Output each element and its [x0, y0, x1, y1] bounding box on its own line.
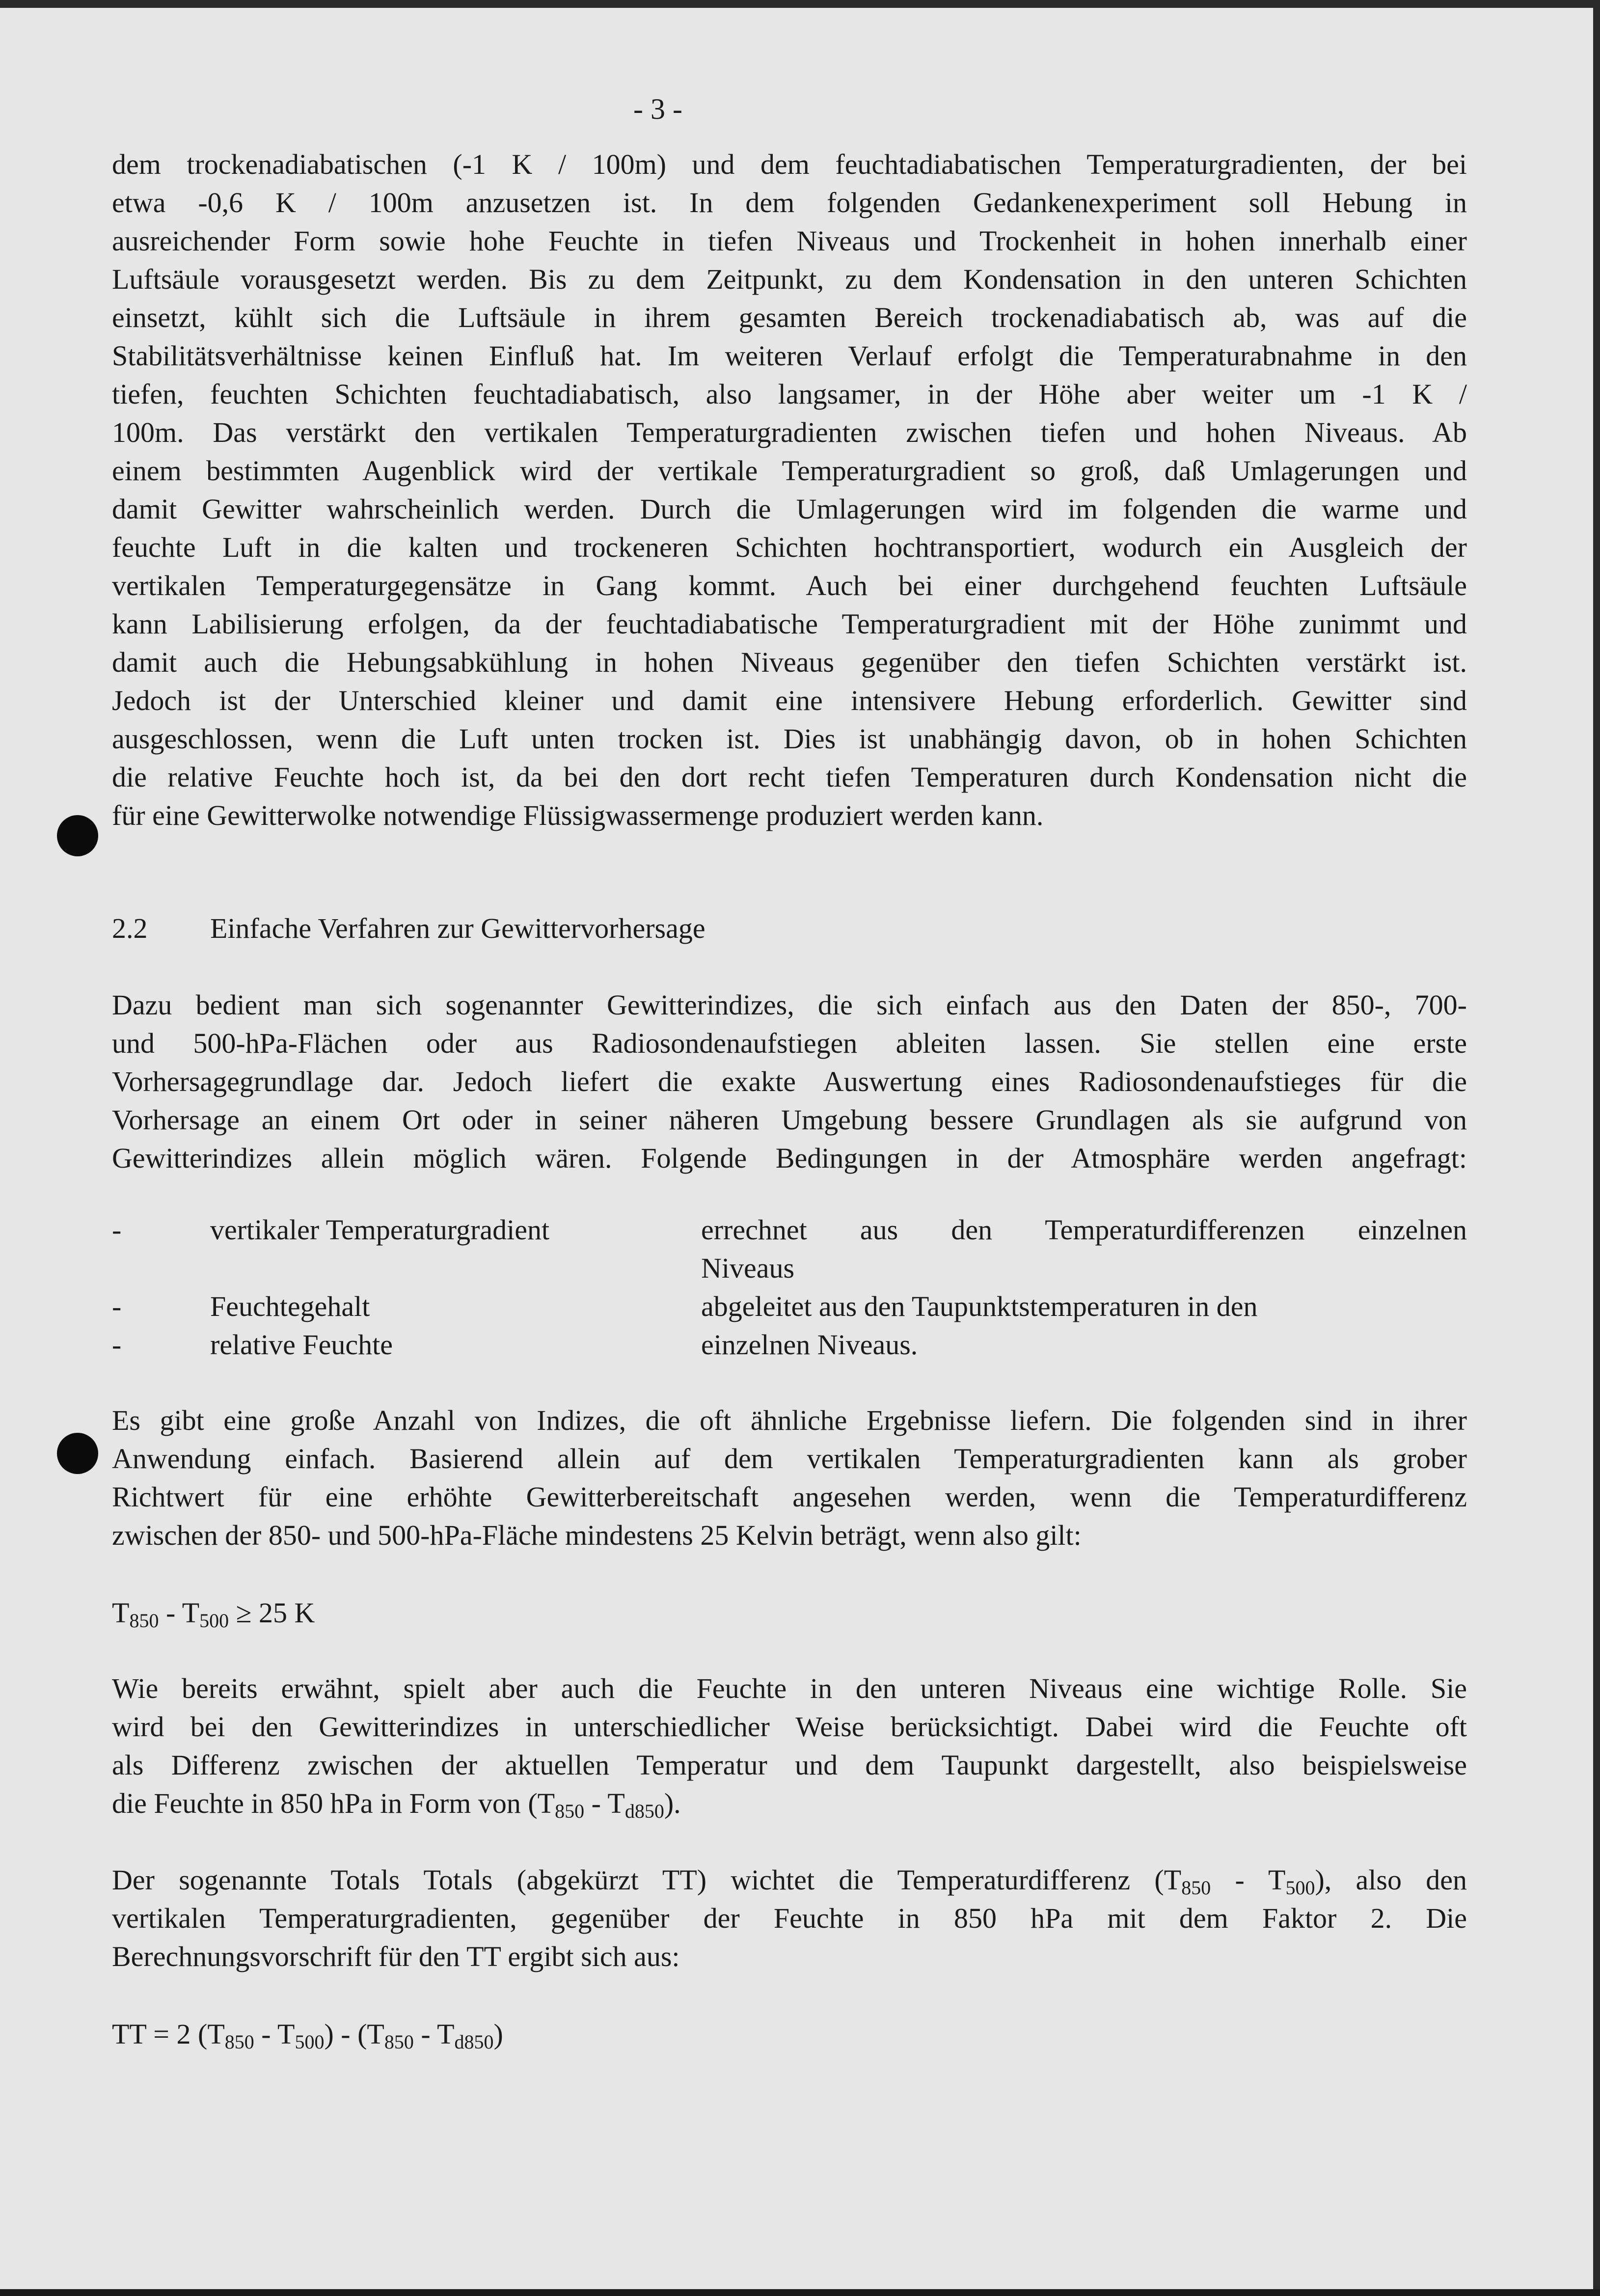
paragraph-thermodynamics	[112, 145, 1467, 835]
paragraph-indices	[112, 1401, 1467, 1555]
condition-description: errechnet aus den Temperaturdifferenzen einzelnen	[701, 1214, 1467, 1246]
text-line: Der sogenannte Totals Totals (abgekürzt TT) wichtet die Temperaturdifferenz $(T_{850} - T_{500})$, also den	[112, 1864, 1467, 1899]
condition-description: abgeleitet aus den Taupunktstemperaturen in den	[701, 1290, 1258, 1322]
scan-border-top	[0, 0, 1600, 8]
text-line: tiefen, feuchten Schichten feuchtadiabatisch, also langsamer, in der Höhe aber weiter um -1 K /	[112, 378, 1467, 410]
text-line: Vorhersagegrundlage dar. Jedoch liefert die exakte Auswertung eines Radiosondenaufstieges für die	[112, 1066, 1467, 1097]
text-line: feuchte Luft in die kalten und trockeneren Schichten hochtransportiert, wodurch ein Ausgleich der	[112, 531, 1467, 563]
scan-border-right	[1593, 0, 1600, 2296]
section-heading	[112, 909, 705, 948]
text-line: Berechnungsvorschrift für den TT ergibt sich aus:	[112, 1941, 680, 1972]
scan-border-bottom	[0, 2289, 1600, 2296]
paragraph-moisture	[112, 1669, 1467, 1823]
text-line: Richtwert für eine erhöhte Gewitterbereitschaft angesehen werden, wenn die Temperaturdifferenz	[112, 1481, 1467, 1513]
condition-row	[112, 1211, 1467, 1249]
text-line: kann Labilisierung erfolgen, da der feuchtadiabatische Temperaturgradient mit der Höhe zunimmt und	[112, 608, 1467, 640]
text-line: Gewitterindizes allein möglich wären. Folgende Bedingungen in der Atmosphäre werden angefragt:	[112, 1142, 1467, 1174]
condition-label: Feuchtegehalt	[210, 1290, 370, 1322]
text-line: ausreichender Form sowie hohe Feuchte in tiefen Niveaus und Trockenheit in hohen innerhalb einer	[112, 225, 1467, 257]
text-line: damit Gewitter wahrscheinlich werden. Durch die Umlagerungen wird im folgenden die warme und	[112, 493, 1467, 525]
list-dash: -	[112, 1214, 122, 1246]
condition-row	[112, 1249, 1467, 1287]
text-line: damit auch die Hebungsabkühlung in hohen Niveaus gegenüber den tiefen Schichten verstärkt ist.	[112, 646, 1467, 678]
condition-label: relative Feuchte	[210, 1329, 393, 1361]
text-line: wird bei den Gewitterindizes in unterschiedlicher Weise berücksichtigt. Dabei wird die Feuchte oft	[112, 1711, 1467, 1743]
condition-row	[112, 1326, 1467, 1364]
text-line: Wie bereits erwähnt, spielt aber auch die Feuchte in den unteren Niveaus eine wichtige Rolle. Sie	[112, 1672, 1467, 1704]
text-line: die relative Feuchte hoch ist, da bei den dort recht tiefen Temperaturen durch Kondensation nicht die	[112, 761, 1467, 793]
text-line: 100m. Das verstärkt den vertikalen Temperaturgradienten zwischen tiefen und hohen Niveaus. Ab	[112, 416, 1467, 448]
condition-row	[112, 1287, 1467, 1326]
text-line: Vorhersage an einem Ort oder in seiner näheren Umgebung bessere Grundlagen als sie aufgrund von	[112, 1104, 1467, 1136]
text-line: Anwendung einfach. Basierend allein auf dem vertikalen Temperaturgradienten kann als grober	[112, 1443, 1467, 1475]
section-number: 2.2	[112, 912, 148, 944]
punch-hole-mark	[57, 815, 98, 856]
condition-description: einzelnen Niveaus.	[701, 1329, 918, 1361]
list-dash: -	[112, 1290, 122, 1322]
paragraph-indices-intro	[112, 986, 1467, 1177]
paragraph-totals-totals	[112, 1861, 1467, 1976]
text-line: einsetzt, kühlt sich die Luftsäule in ihrem gesamten Bereich trockenadiabatisch ab, was auf die	[112, 301, 1467, 333]
page-number: - 3 -	[633, 93, 682, 125]
text-line: dem trockenadiabatischen (-1 K / 100m) und dem feuchtadiabatischen Temperaturgradienten, der bei	[112, 148, 1467, 180]
section-title: Einfache Verfahren zur Gewittervorhersage	[210, 912, 705, 944]
text-line: etwa -0,6 K / 100m anzusetzen ist. In dem folgenden Gedankenexperiment soll Hebung in	[112, 187, 1467, 219]
text-line: ausgeschlossen, wenn die Luft unten trocken ist. Dies ist unabhängig davon, ob in hohen Schichten	[112, 723, 1467, 755]
condition-description: Niveaus	[701, 1252, 795, 1284]
text-line: vertikalen Temperaturgegensätze in Gang kommt. Auch bei einer durchgehend feuchten Luftsäule	[112, 570, 1467, 601]
text-line: zwischen der 850- und 500-hPa-Fläche mindestens 25 Kelvin beträgt, wenn also gilt:	[112, 1519, 1082, 1551]
text-line: einem bestimmten Augenblick wird der vertikale Temperaturgradient so groß, daß Umlagerungen und	[112, 455, 1467, 487]
text-line: für eine Gewitterwolke notwendige Flüssigwassermenge produziert werden kann.	[112, 799, 1044, 831]
text-line: Dazu bedient man sich sogenannter Gewitterindizes, die sich einfach aus den Daten der 850-, 700-	[112, 989, 1467, 1021]
formula-temperature-difference: $T_{850} - T_{500} \ge 25$ K	[112, 1597, 315, 1632]
punch-hole-mark	[57, 1433, 98, 1474]
text-line: die Feuchte in 850 hPa in Form von $(T_{850} - T_{d850})$.	[112, 1787, 681, 1822]
text-line: Jedoch ist der Unterschied kleiner und damit eine intensivere Hebung erforderlich. Gewitter sind	[112, 684, 1467, 716]
text-line: vertikalen Temperaturgradienten, gegenüber der Feuchte in 850 hPa mit dem Faktor 2. Die	[112, 1902, 1467, 1934]
text-line: als Differenz zwischen der aktuellen Temperatur und dem Taupunkt dargestellt, also beispielsweise	[112, 1749, 1467, 1781]
text-line: und 500-hPa-Flächen oder aus Radiosondenaufstiegen ableiten lassen. Sie stellen eine erste	[112, 1027, 1467, 1059]
text-line: Stabilitätsverhältnisse keinen Einfluß hat. Im weiteren Verlauf erfolgt die Temperaturabnahme in den	[112, 340, 1467, 372]
list-dash: -	[112, 1329, 122, 1361]
formula-totals-totals: TT = 2 $(T_{850} - T_{500}) - (T_{850} - T_{d850})$	[112, 2018, 503, 2053]
condition-label: vertikaler Temperaturgradient	[210, 1214, 550, 1246]
text-line: Es gibt eine große Anzahl von Indizes, die oft ähnliche Ergebnisse liefern. Die folgenden sind in ihrer	[112, 1404, 1467, 1436]
text-line: Luftsäule vorausgesetzt werden. Bis zu dem Zeitpunkt, zu dem Kondensation in den unteren Schichten	[112, 263, 1467, 295]
